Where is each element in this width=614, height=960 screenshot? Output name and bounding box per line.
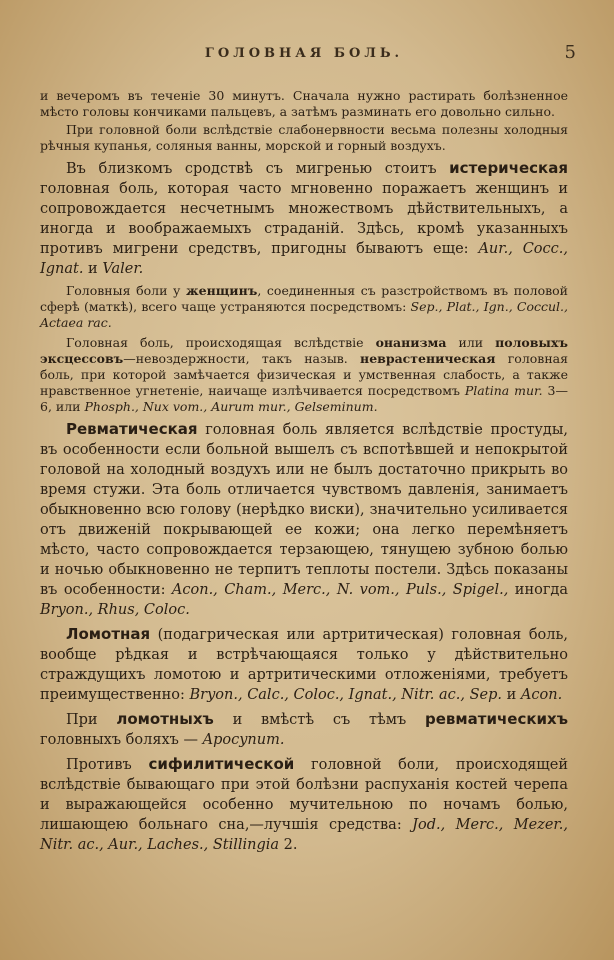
remedy-list: Acon., Cham., Merc., N. vom., Puls., Spigel., (171, 582, 509, 598)
paragraph-syphilitic-headache: Противъ сифилитической головной боли, происходящей вслѣдствіе бывающаго при этой болѣзни распуханія костей черепа и выражающейся особенно мучительною по ночамъ болью, лишающею больнаго сна,—лучшія средства: Jod., Merc., Mezer., Nitr. ac., Aur., Laches., Stillingia 2. (40, 755, 568, 853)
remedy-item: Acon. (520, 687, 563, 703)
paragraph-gouty-rheumatic: При ломотныхъ и вмѣстѣ съ тѣмъ ревматическихъ головныхъ боляхъ — Apocynum. (40, 710, 568, 748)
page-body (40, 88, 568, 855)
remedy-list: Bryon., Rhus, Coloc. (40, 602, 190, 618)
term-syphilitic: сифилитической (148, 755, 295, 773)
remedy-item: Apocynum. (202, 732, 285, 748)
remedy-list: Jod., Merc., Mezer., Nitr. ac., Aur., Laches., Stillingia (40, 817, 568, 853)
remedy-item: Platina mur. (464, 383, 543, 398)
remedy-list: Aur., Cocc., Ignat. (40, 241, 568, 277)
term-excesses: половыхъ эксцессовъ (40, 335, 568, 366)
term-hysterical: истерическая (449, 159, 568, 177)
paragraph-rheumatic-headache: Ревматическая головная боль является вслѣдствіе простуды, въ особенности если больной вышелъ съ вспотѣвшей и непокрытой головой на холодный воздухъ или не былъ достаточно прикрыть во время стужи. Эта боль отличается чувствомъ давленія, занимаетъ обыкновенно всю голову (нерѣдко виски), значительно усиливается отъ движеній покрывающей ее кожи; она легко перемѣняетъ мѣсто, часто сопровождается терзающею, тянущею зубною болью и ночью обыкновенно не терпитъ теплоты постели. Здѣсь показаны въ особенности: Acon., Cham., Merc., N. vom., Puls., Spigel., иногда Bryon., Rhus, Coloc. (40, 420, 569, 618)
term-gouty-plural: ломотныхъ (116, 710, 214, 728)
term-gouty: Ломотная (66, 625, 151, 643)
remedy-list: Phosph., Nux vom., Aurum mur., Gelseminum. (84, 399, 378, 414)
paragraph-continuation: и вечеромъ въ теченіе 30 минутъ. Сначала нужно растирать болѣзненное мѣсто головы кончиками пальцевъ, а затѣмъ разминать его довольно сильно. (40, 88, 568, 119)
page-number: 5 (564, 42, 576, 63)
term-women: женщинъ (186, 283, 258, 298)
remedy-list: Sep., Plat., Ign., Coccul., Actaea rac. (40, 299, 568, 330)
remedy-item: Valer. (102, 261, 144, 277)
paragraph-gouty-headache: Ломотная (подагрическая или артритическая) головная боль, вообще рѣдкая и встрѣчающаяся только у дѣйствительно страждущихъ ломотою и артритическими отложеніями, требуетъ преимущественно: Bryon., Calc., Coloc., Ignat., Nitr. ac., Sep. и Acon. (40, 625, 568, 703)
paragraph-hysterical-headache: Въ близкомъ сродствѣ съ мигренью стоитъ истерическая головная боль, которая часто мгновенно поражаетъ женщинъ и сопровождается несчетнымъ множествомъ дѣйствительныхъ, а иногда и воображаемыхъ страданій. Здѣсь, кромѣ указанныхъ противъ мигрени средствъ, пригодны бываютъ еще: Aur., Cocc., Ignat. и Valer. (40, 159, 568, 277)
remedy-list: Bryon., Calc., Coloc., Ignat., Nitr. ac., Sep. (189, 687, 503, 703)
paragraph-womens-headache: Головныя боли у женщинъ, соединенныя съ разстройствомъ въ половой сферѣ (маткѣ), всего чаще устраняются посредствомъ: Sep., Plat., Ign., Coccul., Actaea rac. (40, 283, 568, 330)
paragraph-neurasthenic-headache: Головная боль, происходящая вслѣдствіе онанизма или половыхъ эксцессовъ—невоздержности, такъ назыв. неврастеническая головная боль, при которой замѣчается физическая и умственная слабость, а также нравственное угнетеніе, наичаще излѣчивается посредствомъ Platina mur. 3—6, или Phosph., Nux vom., Aurum mur., Gelseminum. (40, 335, 568, 414)
running-title: ГОЛОВНАЯ БОЛЬ. (204, 46, 404, 61)
term-neurasthenic: неврастеническая (360, 351, 496, 366)
page-header (40, 42, 576, 66)
term-onanism: онанизма (375, 335, 447, 350)
term-rheumatic-plural: ревматическихъ (425, 710, 568, 728)
term-rheumatic: Ревматическая (66, 420, 198, 438)
paragraph-neurasthenia-baths: При головной боли вслѣдствіе слабонервности весьма полезны холодныя рѣчныя купанья, соляныя ванны, морской и горный воздухъ. (40, 122, 568, 153)
